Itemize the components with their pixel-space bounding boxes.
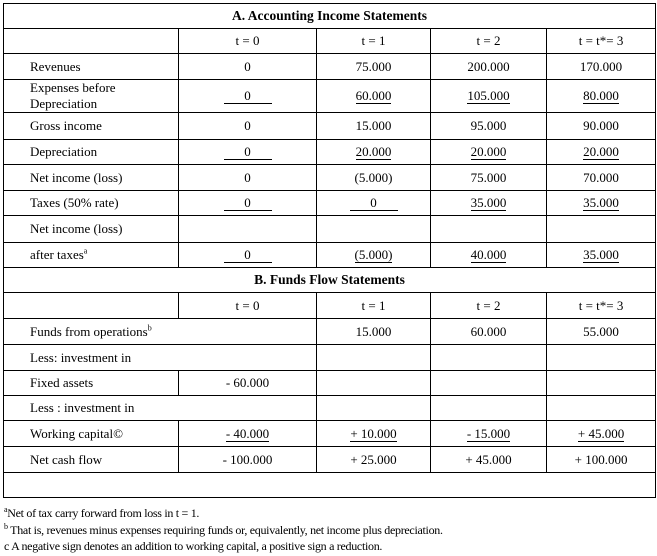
cell: 75.000 bbox=[431, 165, 547, 191]
cell: 20.000 bbox=[431, 140, 547, 165]
row-label: Net cash flow bbox=[4, 447, 179, 473]
table-row bbox=[4, 80, 656, 113]
table-row bbox=[4, 319, 656, 345]
table-row bbox=[4, 396, 656, 421]
row-label: Gross income bbox=[4, 113, 179, 140]
cell: 95.000 bbox=[431, 113, 547, 140]
table-row bbox=[4, 54, 656, 80]
row-label: after taxes$^a$ bbox=[4, 243, 179, 268]
row-label: Taxes (50% rate) bbox=[4, 191, 179, 216]
table-row bbox=[4, 216, 656, 243]
cell: 0 bbox=[179, 140, 317, 165]
cell: 200.000 bbox=[431, 54, 547, 80]
cell: + 100.000 bbox=[547, 447, 656, 473]
table-row bbox=[4, 165, 656, 191]
cell: + 10.000 bbox=[317, 421, 431, 447]
cell: - 15.000 bbox=[431, 421, 547, 447]
row-label: Revenues bbox=[4, 54, 179, 80]
cell: 35.000 bbox=[431, 191, 547, 216]
table-row bbox=[4, 113, 656, 140]
row-label: Depreciation bbox=[4, 140, 179, 165]
col-header: t = t*= 3 bbox=[547, 293, 656, 319]
table-row bbox=[4, 191, 656, 216]
cell: 80.000 bbox=[547, 80, 656, 113]
cell: (5.000) bbox=[317, 243, 431, 268]
cell: 15.000 bbox=[317, 113, 431, 140]
section-b-title: B. Funds Flow Statements bbox=[4, 268, 656, 293]
cell: 0 bbox=[179, 54, 317, 80]
section-a-title: A. Accounting Income Statements bbox=[4, 4, 656, 29]
section-a-header-row bbox=[4, 29, 656, 54]
col-header: t = 0 bbox=[179, 293, 317, 319]
col-header: t = t*= 3 bbox=[547, 29, 656, 54]
col-header: t = 2 bbox=[431, 29, 547, 54]
table-row bbox=[4, 243, 656, 268]
col-header: t = 1 bbox=[317, 29, 431, 54]
cell: 90.000 bbox=[547, 113, 656, 140]
footnote-b: $^b$ That is, revenues minus expenses requiring funds or, equivalently, net income plus depreciation. bbox=[4, 521, 443, 537]
financial-statements-table bbox=[3, 3, 656, 498]
row-label: Less: investment in bbox=[4, 345, 317, 371]
row-label: Fixed assets bbox=[4, 371, 179, 396]
table-row bbox=[4, 421, 656, 447]
footnote-a: $^a$Net of tax carry forward from loss in t = 1. bbox=[4, 505, 200, 520]
section-b-header-row bbox=[4, 293, 656, 319]
table-row bbox=[4, 140, 656, 165]
row-label: Working capital© bbox=[4, 421, 179, 447]
row-label: Expenses before Depreciation bbox=[4, 80, 179, 113]
cell: - 100.000 bbox=[179, 447, 317, 473]
cell: 0 bbox=[179, 113, 317, 140]
cell: + 45.000 bbox=[431, 447, 547, 473]
table-row bbox=[4, 345, 656, 371]
cell: 55.000 bbox=[547, 319, 656, 345]
section-a-title-row bbox=[4, 4, 656, 29]
table-row bbox=[4, 447, 656, 473]
col-header: t = 1 bbox=[317, 293, 431, 319]
cell: + 25.000 bbox=[317, 447, 431, 473]
cell: 170.000 bbox=[547, 54, 656, 80]
cell: 35.000 bbox=[547, 191, 656, 216]
footnotes bbox=[4, 505, 443, 555]
cell: 60.000 bbox=[317, 80, 431, 113]
section-b-title-row bbox=[4, 268, 656, 293]
cell: 20.000 bbox=[317, 140, 431, 165]
cell: 20.000 bbox=[547, 140, 656, 165]
cell: 0 bbox=[179, 80, 317, 113]
cell: 35.000 bbox=[547, 243, 656, 268]
cell: - 40.000 bbox=[179, 421, 317, 447]
cell: 0 bbox=[317, 191, 431, 216]
col-header: t = 0 bbox=[179, 29, 317, 54]
col-header: t = 2 bbox=[431, 293, 547, 319]
cell: 105.000 bbox=[431, 80, 547, 113]
empty-row bbox=[4, 473, 656, 498]
row-label: Less : investment in bbox=[4, 396, 317, 421]
cell: 0 bbox=[179, 165, 317, 191]
cell: 70.000 bbox=[547, 165, 656, 191]
table-row bbox=[4, 371, 656, 396]
cell: (5.000) bbox=[317, 165, 431, 191]
row-label: Funds from operations$^b$ bbox=[4, 319, 317, 345]
row-label: Net income (loss) bbox=[4, 165, 179, 191]
cell: 60.000 bbox=[431, 319, 547, 345]
cell: 40.000 bbox=[431, 243, 547, 268]
footnote-c: c A negative sign denotes an addition to working capital, a positive sign a reduction. bbox=[4, 539, 383, 553]
row-label: Net income (loss) bbox=[4, 216, 179, 243]
cell: 0 bbox=[179, 191, 317, 216]
cell: 15.000 bbox=[317, 319, 431, 345]
cell: + 45.000 bbox=[547, 421, 656, 447]
cell: - 60.000 bbox=[179, 371, 317, 396]
cell: 75.000 bbox=[317, 54, 431, 80]
cell: 0 bbox=[179, 243, 317, 268]
